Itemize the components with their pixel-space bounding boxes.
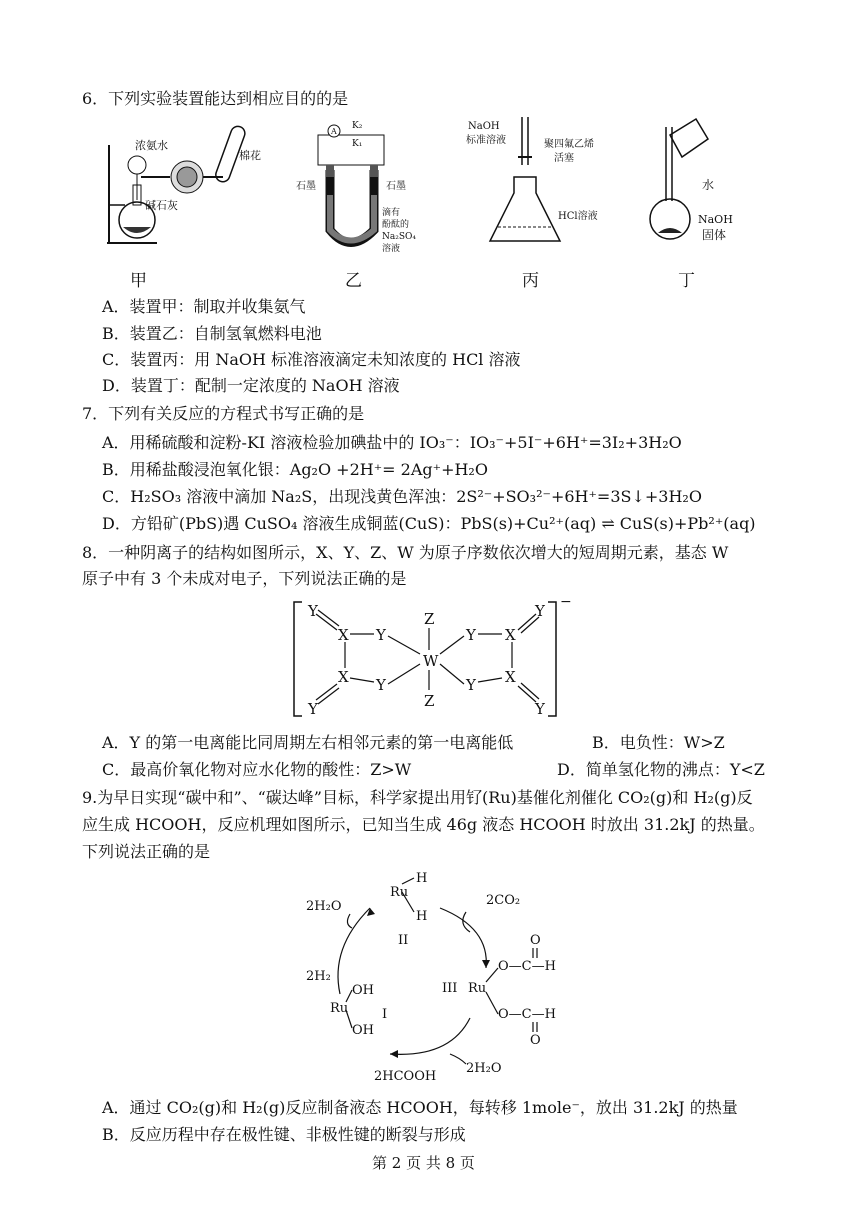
label-sodalime: 碱石灰 [145,199,178,212]
label-std: 标准溶液 [466,135,506,146]
switch-k1: K₁ [352,139,363,149]
svg-text:Y: Y [308,700,318,718]
svg-text:2CO₂: 2CO₂ [486,893,521,908]
q7-option-a: A．用稀硫酸和淀粉-KI 溶液检验加碘盐中的 IO₃⁻：IO₃⁻+5I⁻+6H⁺=3I₂+3H₂O [102,433,682,452]
q7-option-c: C．H₂SO₃ 溶液中滴加 Na₂S，出现浅黄色浑浊：2S²⁻+SO₃²⁻+6H⁺=3S↓+3H₂O [102,487,702,506]
q8-option-a: A．Y 的第一电离能比同周期左右相邻元素的第一电离能低 [102,733,514,752]
apparatus-ding [640,115,760,250]
sol-label-3: Na₂SO₄ [382,232,417,242]
label-naoh: NaOH [468,121,500,132]
q9-option-a: A．通过 CO₂(g)和 H₂(g)反应制备液态 HCOOH，每转移 1mole⁻，放出 31.2kJ 的热量 [102,1098,738,1117]
caption-ding: 丁 [678,271,695,291]
q7-option-b: B．用稀盐酸浸泡氧化银：Ag₂O +2H⁺= 2Ag⁺+H₂O [102,460,488,479]
q6-option-b: B．装置乙：自制氢氧燃料电池 [102,324,322,343]
svg-text:Ru: Ru [468,981,487,996]
svg-text:OH: OH [352,1023,374,1038]
anion-charge: − [560,596,572,610]
q6-option-d: D．装置丁：配制一定浓度的 NaOH 溶液 [102,376,400,395]
ammeter-label: A [331,127,337,136]
graphite-right: 石墨 [386,181,406,192]
q8-stem-line2: 原子中有 3 个未成对电子，下列说法正确的是 [82,569,407,588]
q9-stem-line3: 下列说法正确的是 [82,842,211,861]
svg-text:2H₂: 2H₂ [306,969,331,984]
svg-text:II: II [398,933,409,948]
q9-option-b: B．反应历程中存在极性键、非极性键的断裂与形成 [102,1125,466,1144]
q7-stem: 7．下列有关反应的方程式书写正确的是 [82,404,365,423]
apparatus-bing [462,115,622,250]
apparatus-jia [95,115,265,250]
q9-stem-line1: 9.为早日实现“碳中和”、“碳达峰”目标，科学家提出用钌(Ru)基催化剂催化 CO₂(g)和 H₂(g)反 [82,788,753,807]
label-water: 水 [702,178,715,192]
anion-structure [290,596,580,721]
svg-text:Ru: Ru [330,1001,349,1016]
sol-label-2: 酚酞的 [382,220,410,230]
svg-text:O—C—H: O—C—H [498,1007,556,1022]
svg-text:Y: Y [535,700,545,718]
caption-jia: 甲 [130,271,147,291]
label-cotton: 棉花 [239,149,261,162]
svg-text:H: H [416,871,428,886]
svg-text:O: O [530,933,541,948]
caption-bing: 丙 [522,271,539,291]
svg-text:2H₂O: 2H₂O [306,899,342,914]
sol-label-4: 溶液 [382,244,401,254]
svg-text:I: I [382,1007,388,1022]
svg-text:III: III [442,981,458,996]
svg-text:Y: Y [466,676,476,694]
q8-option-b: B．电负性：W>Z [592,733,725,752]
svg-text:Y: Y [376,676,386,694]
switch-k2: K₂ [352,121,363,131]
svg-text:X: X [505,668,516,686]
svg-text:Y: Y [535,602,545,620]
svg-text:Z: Z [424,610,435,628]
label-valve: 活塞 [554,153,574,164]
q8-stem-line1: 8．一种阴离子的结构如图所示，X、Y、Z、W 为原子序数依次增大的短周期元素，基态 W [82,543,729,562]
svg-text:W: W [423,652,439,670]
sol-label-1: 滴有 [382,208,401,218]
svg-text:2H₂O: 2H₂O [466,1061,502,1076]
svg-text:O—C—H: O—C—H [498,959,556,974]
label-hcl: HCl溶液 [558,211,598,222]
svg-text:Ru: Ru [390,885,409,900]
page-footer: 第 2 页 共 8 页 [372,1154,475,1172]
svg-text:H: H [416,909,428,924]
caption-yi: 乙 [345,271,362,291]
svg-text:X: X [338,626,349,644]
svg-text:X: X [338,668,349,686]
label-solid: 固体 [702,228,727,242]
q6-stem: 6．下列实验装置能达到相应目的的是 [82,89,349,108]
q6-option-a: A．装置甲：制取并收集氨气 [102,297,306,316]
label-ptfe: 聚四氟乙烯 [544,139,594,150]
reaction-cycle [290,868,590,1088]
q9-stem-line2: 应生成 HCOOH，反应机理如图所示，已知当生成 46g 液态 HCOOH 时放出 31.2kJ 的热量。 [82,815,765,834]
q6-option-c: C．装置丙：用 NaOH 标准溶液滴定未知浓度的 HCl 溶液 [102,350,521,369]
apparatus-yi [290,115,420,260]
svg-text:O: O [530,1033,541,1048]
q7-option-d: D．方铅矿(PbS)遇 CuSO₄ 溶液生成铜蓝(CuS)：PbS(s)+Cu²⁺(aq) ⇌ CuS(s)+Pb²⁺(aq) [102,514,756,533]
svg-text:X: X [505,626,516,644]
q8-option-c: C．最高价氧化物对应水化物的酸性：Z>W [102,760,412,779]
svg-text:Z: Z [424,692,435,710]
svg-text:2HCOOH: 2HCOOH [374,1069,437,1084]
svg-text:Y: Y [308,602,318,620]
graphite-left: 石墨 [296,181,316,192]
label-ammonia: 浓氨水 [135,139,168,152]
q8-option-d: D．简单氢化物的沸点：Y<Z [557,760,765,779]
label-naoh-solid: NaOH [698,213,733,226]
svg-text:OH: OH [352,983,374,998]
svg-text:Y: Y [466,626,476,644]
svg-text:Y: Y [376,626,386,644]
